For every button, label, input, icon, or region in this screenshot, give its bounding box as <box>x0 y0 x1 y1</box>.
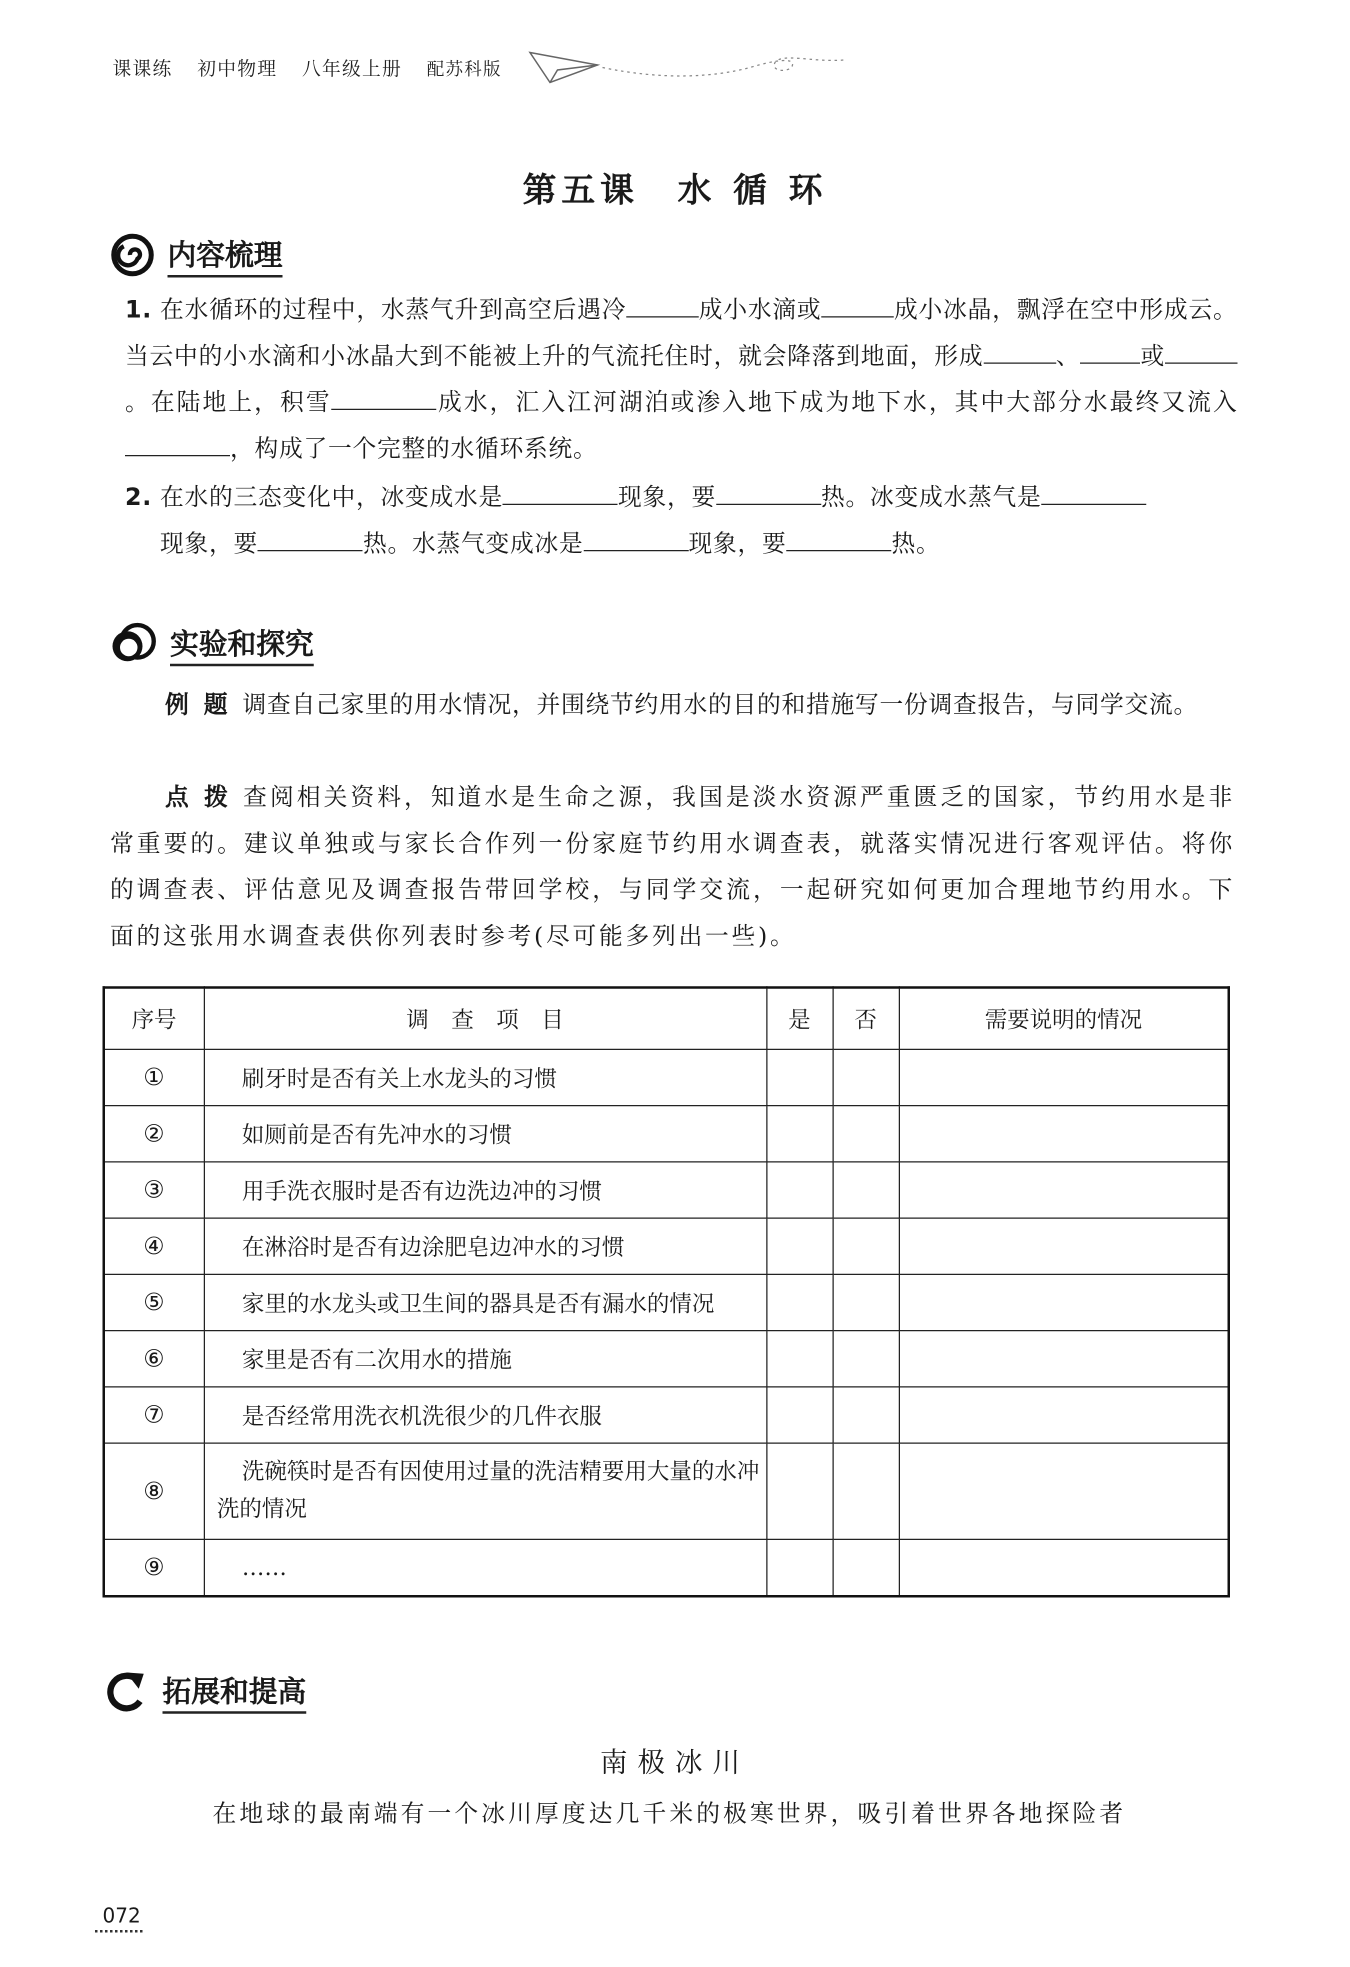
q2-text-1: 在水的三态变化中，冰变成水是 <box>160 483 504 512</box>
no-cell[interactable] <box>833 1539 899 1596</box>
answer-blank[interactable] <box>716 476 821 505</box>
section-content-heading <box>110 233 283 278</box>
lesson-title: 第五课 水 循 环 <box>522 171 828 210</box>
example-text: 调查自己家里的用水情况，并围绕节约用水的目的和措施写一份调查报告，与同学交流。 <box>242 691 1199 719</box>
q2-text-5: 热。水蒸气变成冰是 <box>363 530 584 558</box>
row-index: ④ <box>104 1218 204 1274</box>
no-cell[interactable] <box>833 1162 899 1218</box>
notes-cell[interactable] <box>899 1218 1229 1274</box>
q1-text-3: 成小冰晶，飘浮在空中形成云。当云中的小水滴和小冰晶大到不能被上升的气流托住时，就会降落到地面，形成 <box>125 296 1238 370</box>
row-item: 家里是否有二次用水的措施 <box>204 1331 767 1387</box>
q2-text-7: 热。 <box>891 530 941 558</box>
notes-cell[interactable] <box>899 1443 1229 1539</box>
q2-text-3: 热。冰变成水蒸气是 <box>821 483 1042 512</box>
header-grade: 八年级上册 <box>301 57 403 80</box>
answer-blank[interactable] <box>821 289 894 318</box>
notes-cell[interactable] <box>899 1539 1229 1596</box>
section-extension-heading <box>103 1669 307 1714</box>
question-1-number: 1. <box>125 296 153 324</box>
answer-blank[interactable] <box>787 523 892 552</box>
q2-text-6: 现象，要 <box>688 530 787 558</box>
article-text: 在地球的最南端有一个冰川厚度达几千米的极寒世界，吸引着世界各地探险者 <box>212 1800 1127 1828</box>
notes-cell[interactable] <box>899 1387 1229 1443</box>
table-row <box>104 1387 1229 1443</box>
header-yes: 是 <box>766 988 832 1050</box>
circular-arrow-icon <box>103 1669 151 1714</box>
running-header <box>113 55 520 81</box>
row-index: ⑤ <box>104 1274 204 1330</box>
table-row <box>104 1218 1229 1274</box>
q1-text-8: ，构成了一个完整的水循环系统。 <box>230 435 598 463</box>
row-item: 家里的水龙头或卫生间的器具是否有漏水的情况 <box>204 1274 767 1330</box>
notes-cell[interactable] <box>899 1162 1229 1218</box>
example-paragraph <box>110 683 1235 729</box>
no-cell[interactable] <box>833 1274 899 1330</box>
no-cell[interactable] <box>833 1387 899 1443</box>
section-experiment-title: 实验和探究 <box>170 621 314 666</box>
header-notes: 需要说明的情况 <box>899 988 1229 1050</box>
yes-cell[interactable] <box>766 1218 832 1274</box>
q1-text-5: 或 <box>1140 342 1165 370</box>
table-row <box>104 1162 1229 1218</box>
paper-plane-icon <box>525 45 850 95</box>
notes-cell[interactable] <box>899 1106 1229 1162</box>
answer-blank[interactable] <box>125 428 230 457</box>
notes-cell[interactable] <box>899 1049 1229 1105</box>
row-index: ② <box>104 1106 204 1162</box>
table-row <box>104 1106 1229 1162</box>
section-experiment-heading <box>110 621 314 666</box>
yes-cell[interactable] <box>766 1387 832 1443</box>
table-row <box>104 1539 1229 1596</box>
q2-text-4: 现象，要 <box>160 530 259 558</box>
overlapping-circles-icon <box>110 621 158 666</box>
answer-blank[interactable] <box>1165 335 1238 364</box>
header-no: 否 <box>833 988 899 1050</box>
row-index: ⑥ <box>104 1331 204 1387</box>
row-index: ③ <box>104 1162 204 1218</box>
header-edition: 配苏科版 <box>426 60 502 80</box>
answer-blank[interactable] <box>983 335 1056 364</box>
notes-cell[interactable] <box>899 1331 1229 1387</box>
section-content-title: 内容梳理 <box>168 233 283 278</box>
q1-text-7: 成水，汇入江河湖泊或渗入地下成为地下水，其中大部分水最终又流入 <box>436 388 1238 417</box>
header-series: 课课练 <box>112 57 173 80</box>
row-index: ⑧ <box>104 1443 204 1539</box>
row-item: 是否经常用洗衣机洗很少的几件衣服 <box>204 1387 767 1443</box>
answer-blank[interactable] <box>1042 476 1147 505</box>
row-item: 在淋浴时是否有边涂肥皂边冲水的习惯 <box>204 1218 767 1274</box>
question-1 <box>125 288 1238 473</box>
row-item: 刷牙时是否有关上水龙头的习惯 <box>204 1049 767 1105</box>
q1-text-4: 、 <box>1055 342 1081 370</box>
yes-cell[interactable] <box>766 1443 832 1539</box>
answer-blank[interactable] <box>1080 335 1140 364</box>
answer-blank[interactable] <box>584 523 689 552</box>
article-title: 南极冰川 <box>599 1747 750 1779</box>
yes-cell[interactable] <box>766 1106 832 1162</box>
table-row <box>104 1049 1229 1105</box>
row-index: ⑨ <box>104 1539 204 1596</box>
example-label: 例题 <box>165 691 243 719</box>
q1-text-2: 成小水滴或 <box>698 296 822 324</box>
header-index: 序号 <box>104 988 204 1050</box>
row-index: ⑦ <box>104 1387 204 1443</box>
question-2-number: 2. <box>125 483 153 512</box>
no-cell[interactable] <box>833 1443 899 1539</box>
table-row <box>104 1274 1229 1330</box>
notes-cell[interactable] <box>899 1274 1229 1330</box>
section-extension-title: 拓展和提高 <box>163 1669 307 1714</box>
row-item <box>204 1443 767 1539</box>
answer-blank[interactable] <box>626 289 699 318</box>
spiral-icon <box>110 233 155 278</box>
no-cell[interactable] <box>833 1331 899 1387</box>
hint-text: 查阅相关资料，知道水是生命之源，我国是淡水资源严重匮乏的国家，节约用水是非常重要的。建议单独或与家长合作列一份家庭节约用水调查表，就落实情况进行客观评估。将你的调查表、评估意见及调查报告带回学校，与同学交流，一起研究如何更加合理地节约用水。下面的这张用水调查表供你列表时参考(尽可能多列出一些)。 <box>110 783 1235 950</box>
table-row <box>104 1443 1229 1539</box>
yes-cell[interactable] <box>766 1049 832 1105</box>
page-number: 072 <box>102 1903 141 1928</box>
row-item: 用手洗衣服时是否有边洗边冲的习惯 <box>204 1162 767 1218</box>
header-item: 调 查 项 目 <box>204 988 767 1050</box>
table-header-row <box>104 988 1229 1050</box>
q1-text-1: 在水循环的过程中，水蒸气升到高空后遇冷 <box>160 296 627 324</box>
yes-cell[interactable] <box>766 1331 832 1387</box>
yes-cell[interactable] <box>766 1274 832 1330</box>
no-cell[interactable] <box>833 1049 899 1105</box>
water-survey-table <box>103 986 1231 1597</box>
no-cell[interactable] <box>833 1218 899 1274</box>
answer-blank[interactable] <box>503 476 618 505</box>
yes-cell[interactable] <box>766 1539 832 1596</box>
answer-blank[interactable] <box>332 381 437 410</box>
row-index: ① <box>104 1049 204 1105</box>
header-subject: 初中物理 <box>197 57 278 80</box>
q1-text-6: 。在陆地上，积雪 <box>125 388 332 417</box>
q2-text-2: 现象，要 <box>618 483 717 512</box>
answer-blank[interactable] <box>258 523 363 552</box>
no-cell[interactable] <box>833 1106 899 1162</box>
hint-paragraph <box>110 775 1235 960</box>
hint-label: 点拨 <box>165 783 244 812</box>
question-2 <box>125 475 1238 568</box>
row-item: 如厕前是否有先冲水的习惯 <box>204 1106 767 1162</box>
yes-cell[interactable] <box>766 1162 832 1218</box>
table-row <box>104 1331 1229 1387</box>
page-number-underline <box>95 1930 143 1933</box>
row-item: …… <box>204 1539 767 1596</box>
row-item-text: 洗碗筷时是否有因使用过量的洗洁精要用大量的水冲洗的情况 <box>216 1458 760 1523</box>
